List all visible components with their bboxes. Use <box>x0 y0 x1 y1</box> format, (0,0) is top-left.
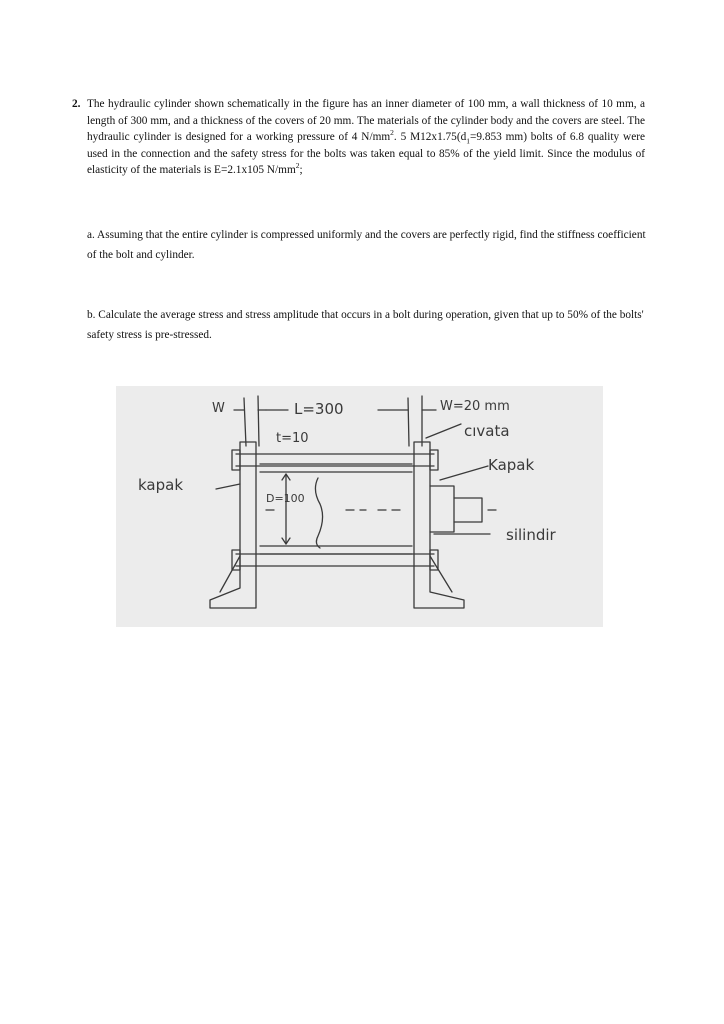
cylinder-break-line <box>315 478 322 548</box>
hydraulic-cylinder-sketch <box>116 386 603 627</box>
top-bolt-heads <box>232 450 438 470</box>
sketch-drawing <box>116 386 603 627</box>
problem-number: 2. <box>72 98 81 110</box>
right-cover-gusset <box>430 556 452 592</box>
right-cover <box>414 442 464 608</box>
problem-text: The hydraulic cylinder shown schematically in the figure has an inner diameter of 100 mm, a wall thickness of 10 mm, a length of 300 mm, and a thickness of the covers of 20 mm. The materials of the cylinder body and the covers are steel. The hydraulic cylinder is designed for a working pressure of 4 $N/mm^2$. 5 $M12x1.75(d_1=9.853$ mm) bolts of 6.8 quality were used in the connection and the safety stress for the bolts was taken equal to 85% of the yield limit. Since the modulus of elasticity of the materials is E=2.1x105 $N/mm^2$; <box>87 98 645 177</box>
piston-boss <box>430 486 454 532</box>
leader-right-cover <box>440 466 488 480</box>
label-cover-right: Kapak <box>488 456 535 474</box>
leader-left-cover <box>216 484 240 489</box>
piston-rod <box>454 498 482 522</box>
question-part-b: b. Calculate the average stress and stress amplitude that occurs in a bolt during operation, given that up to 50% of the bolts' safety stress is pre-stressed. <box>87 309 644 341</box>
cylinder-bottom-wall <box>260 546 412 554</box>
label-thickness: t=10 <box>276 431 309 446</box>
left-cover <box>210 442 256 608</box>
bottom-bolt <box>236 554 434 566</box>
label-w-left: W <box>212 401 225 416</box>
label-bolt: cıvata <box>464 422 510 440</box>
leader-bolt <box>426 424 461 438</box>
label-cover-left: kapak <box>138 476 184 494</box>
dim-line-left-cover-inner <box>258 396 259 446</box>
label-cylinder: silindir <box>506 526 556 544</box>
dim-line-left-cover-outer <box>244 398 246 446</box>
cylinder-top-wall <box>260 464 412 472</box>
problem-statement <box>72 96 645 179</box>
label-diameter: D=100 <box>266 492 305 505</box>
label-w-right: W=20 mm <box>440 399 510 414</box>
left-cover-gusset <box>220 556 240 592</box>
dim-line-right-cover-inner <box>408 398 409 446</box>
bottom-bolt-heads <box>232 550 438 570</box>
question-part-a: a. Assuming that the entire cylinder is compressed uniformly and the covers are perfectly rigid, find the stiffness coefficient of the bolt and cylinder. <box>87 229 646 261</box>
label-length: L=300 <box>294 400 344 418</box>
